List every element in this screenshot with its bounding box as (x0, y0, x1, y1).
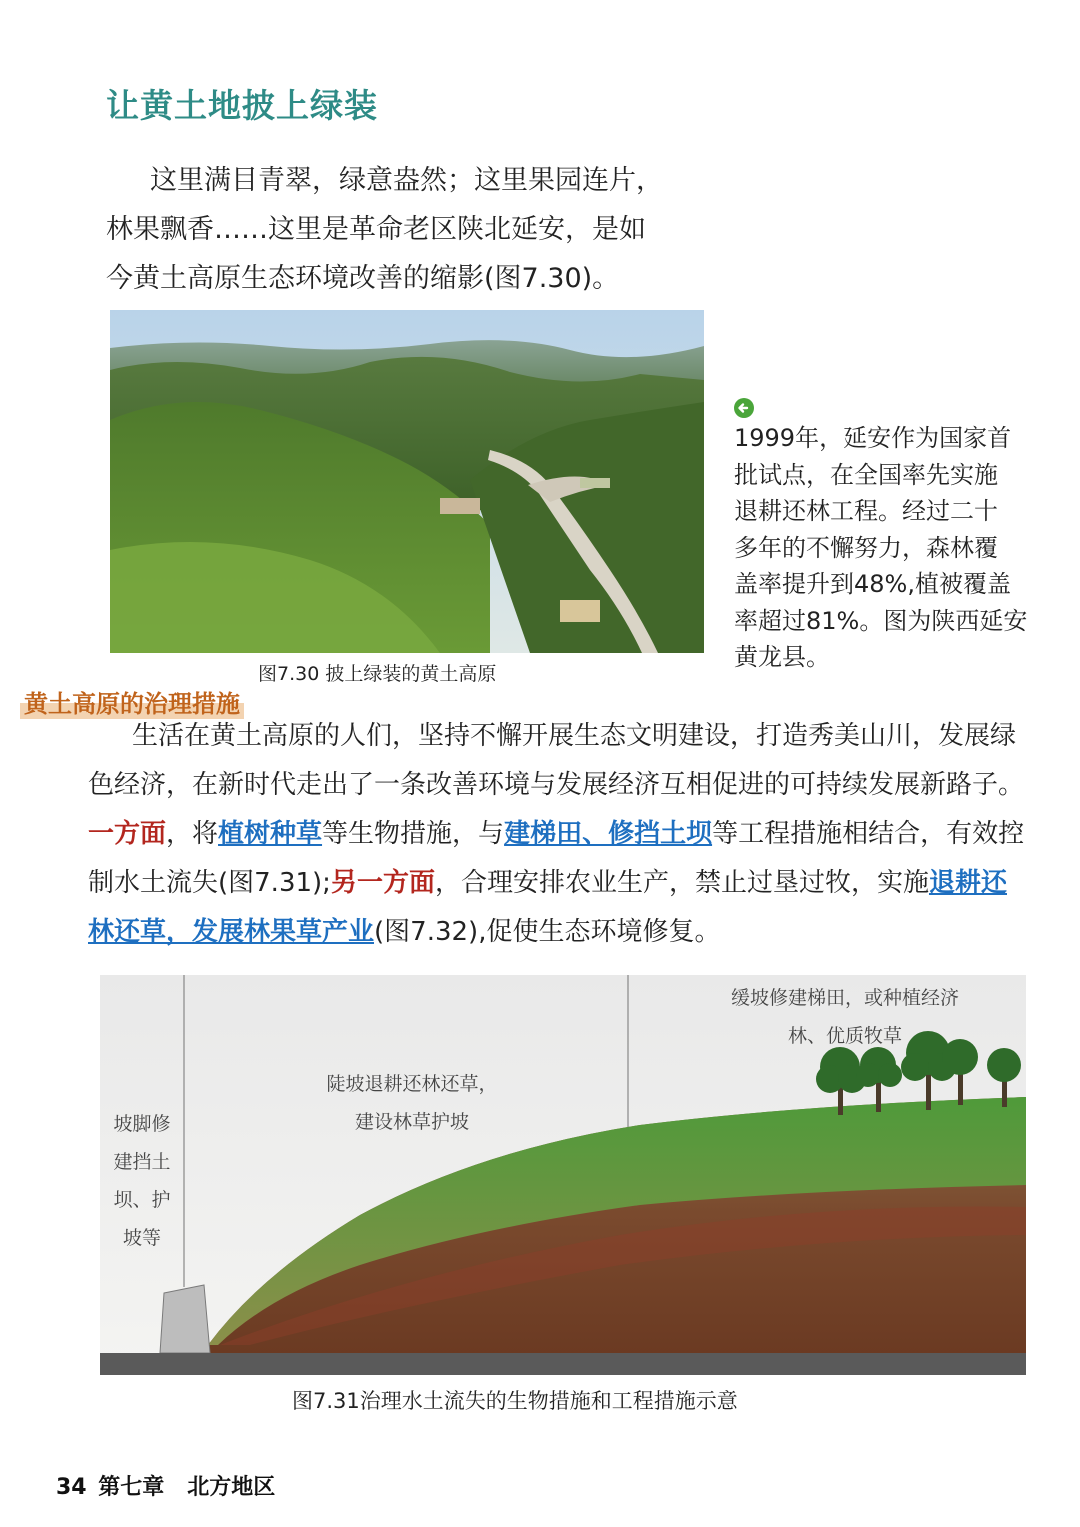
highlight-return-farmland: 退耕还林还草，发展林果草产业 (88, 868, 1007, 947)
page-number: 34 (56, 1475, 87, 1500)
section-title: 让黄土地披上绿装 (106, 86, 378, 125)
highlight-on-other-hand: 另一方面 (330, 868, 435, 898)
diagram-label-gentle-slope: 缓坡修建梯田，或种植经济 林、优质牧草 (730, 987, 959, 1047)
body-text: 生活在黄土高原的人们，坚持不懈开展生态文明建设，打造秀美山川，发展绿色经济，在新时代走出了一条改善环境与发展经济互相促进的可持续发展新路子。 (88, 721, 1025, 800)
side-note-line: 退耕还林工程。经过二十 (734, 497, 998, 525)
side-note-line: 黄龙县。 (734, 643, 830, 671)
highlight-on-one-hand: 一方面 (88, 819, 167, 849)
body-text: 等生物措施，与 (322, 819, 505, 849)
body-text: 等工程措施相结合，有效控制水土流失(图7.31); (88, 819, 1025, 898)
arrow-left-icon (734, 392, 1044, 420)
side-note-line: 多年的不懈努力，森林覆 (734, 533, 998, 562)
intro-line: 林果飘香……这里是革命老区陕北延安，是如 (106, 214, 646, 245)
body-text: ，将 (166, 819, 219, 849)
body-paragraph (88, 712, 1028, 957)
side-note-line: 盖率提升到48%,植被覆盖 (734, 570, 1011, 598)
side-note-line: 1999年，延安作为国家首 (734, 424, 1012, 452)
subsection-title: 黄土高原的治理措施 (20, 684, 244, 719)
diagram-label-steep-slope: 陡坡退耕还林还草， 建设林草护坡 (326, 1073, 498, 1133)
highlight-planting: 植树种草 (218, 819, 323, 849)
side-note (734, 392, 1044, 676)
intro-line: 这里满目青翠，绿意盎然；这里果园连片， (150, 165, 663, 196)
body-text: (图7.32),促使生态环境修复。 (374, 917, 721, 947)
photo-caption: 图7.30 披上绿装的黄土高原 (258, 663, 497, 685)
soil-erosion-diagram (100, 975, 1026, 1375)
side-note-line: 批试点，在全国率先实施 (734, 460, 998, 489)
highlight-terraces-dams: 建梯田、修挡土坝 (504, 819, 713, 849)
intro-line: 今黄土高原生态环境改善的缩影(图7.30)。 (106, 263, 620, 294)
diagram-label-slope-foot: 坡脚修 建挡土 坝、护 坡等 (113, 1113, 171, 1249)
page-footer (56, 1470, 275, 1501)
loess-plateau-photo (110, 310, 704, 653)
diagram-caption: 图7.31治理水土流失的生物措施和工程措施示意 (292, 1389, 738, 1413)
side-note-line: 率超过81%。图为陕西延安 (734, 606, 1028, 635)
intro-paragraph (106, 156, 696, 303)
chapter-title: 第七章 北方地区 (98, 1475, 276, 1500)
body-text: ，合理安排农业生产，禁止过垦过牧，实施 (434, 868, 929, 898)
